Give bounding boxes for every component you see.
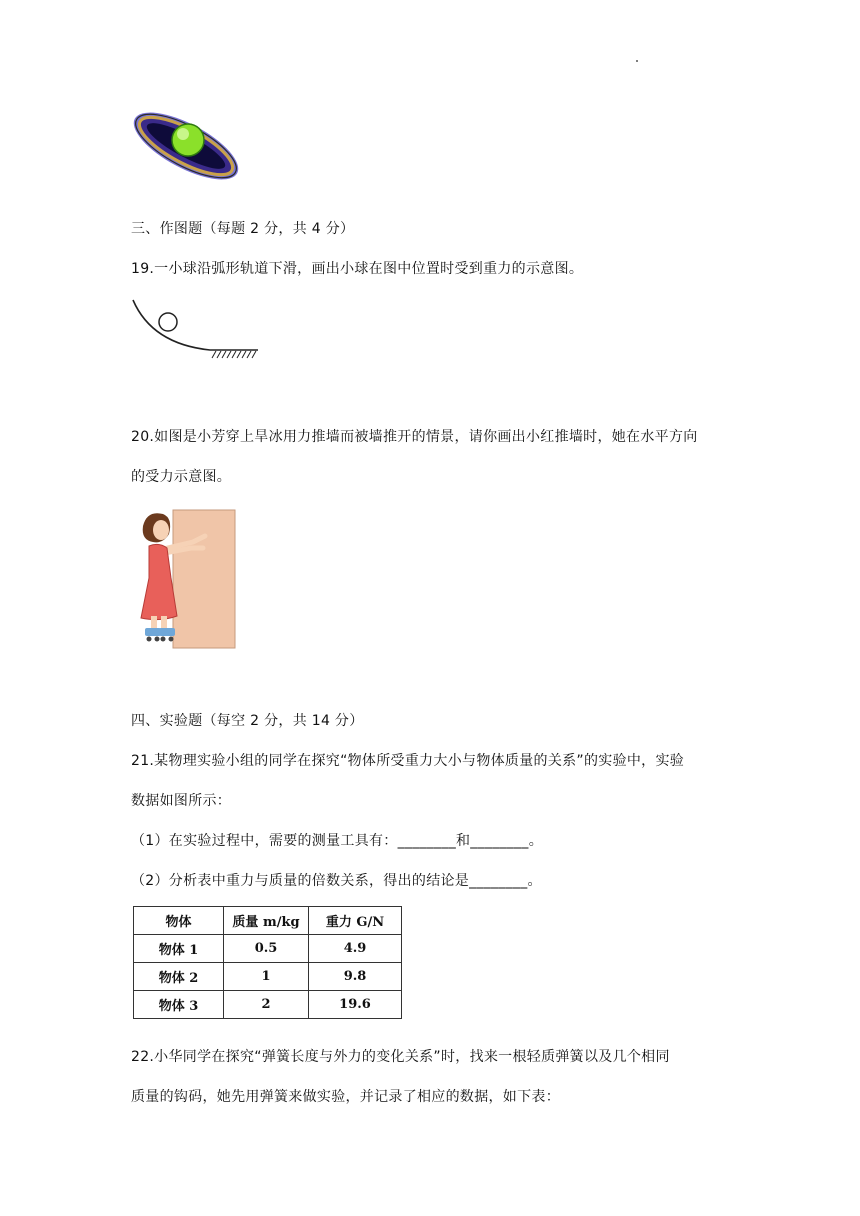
- table-cell: 物体 3: [134, 991, 224, 1019]
- table-cell: 物体 2: [134, 963, 224, 991]
- table-header: 重力 G/N: [309, 907, 402, 935]
- section3-title: 三、作图题（每题 2 分，共 4 分）: [131, 221, 355, 237]
- table-header: 质量 m/kg: [224, 907, 309, 935]
- table-row: [134, 935, 402, 963]
- question-20-line2: 的受力示意图。: [131, 469, 232, 485]
- table-cell: 物体 1: [134, 935, 224, 963]
- table-cell: 4.9: [309, 935, 402, 963]
- table-cell: 1: [224, 963, 309, 991]
- table-cell: 9.8: [309, 963, 402, 991]
- table-cell: 19.6: [309, 991, 402, 1019]
- table-cell: 2: [224, 991, 309, 1019]
- question-21-sub1: （1）在实验过程中，需要的测量工具有：________和________。: [131, 833, 544, 849]
- hoop-ball-figure: [128, 100, 246, 192]
- question-22-line1: 22.小华同学在探究“弹簧长度与外力的变化关系”时，找来一根轻质弹簧以及几个相同: [131, 1049, 670, 1065]
- table-row: [134, 963, 402, 991]
- question-21-line2: 数据如图所示：: [131, 793, 232, 809]
- section4-title: 四、实验题（每空 2 分，共 14 分）: [131, 713, 364, 729]
- table-cell: 0.5: [224, 935, 309, 963]
- page-dot: [636, 60, 638, 62]
- gravity-mass-table: [133, 906, 402, 1019]
- table-row: [134, 991, 402, 1019]
- question-21-sub2: （2）分析表中重力与质量的倍数关系，得出的结论是________。: [131, 873, 542, 889]
- question-21-line1: 21.某物理实验小组的同学在探究“物体所受重力大小与物体质量的关系”的实验中，实验: [131, 753, 685, 769]
- girl-pushing-wall-figure: [133, 508, 237, 650]
- question-20-line1: 20.如图是小芳穿上旱冰用力推墙而被墙推开的情景，请你画出小红推墙时，她在水平方向: [131, 429, 698, 445]
- question-19: 19.一小球沿弧形轨道下滑，画出小球在图中位置时受到重力的示意图。: [131, 261, 584, 277]
- table-header-row: [134, 907, 402, 935]
- arc-track-figure: [130, 296, 262, 362]
- question-22-line2: 质量的钩码，她先用弹簧来做实验，并记录了相应的数据，如下表：: [131, 1089, 560, 1105]
- table-header: 物体: [134, 907, 224, 935]
